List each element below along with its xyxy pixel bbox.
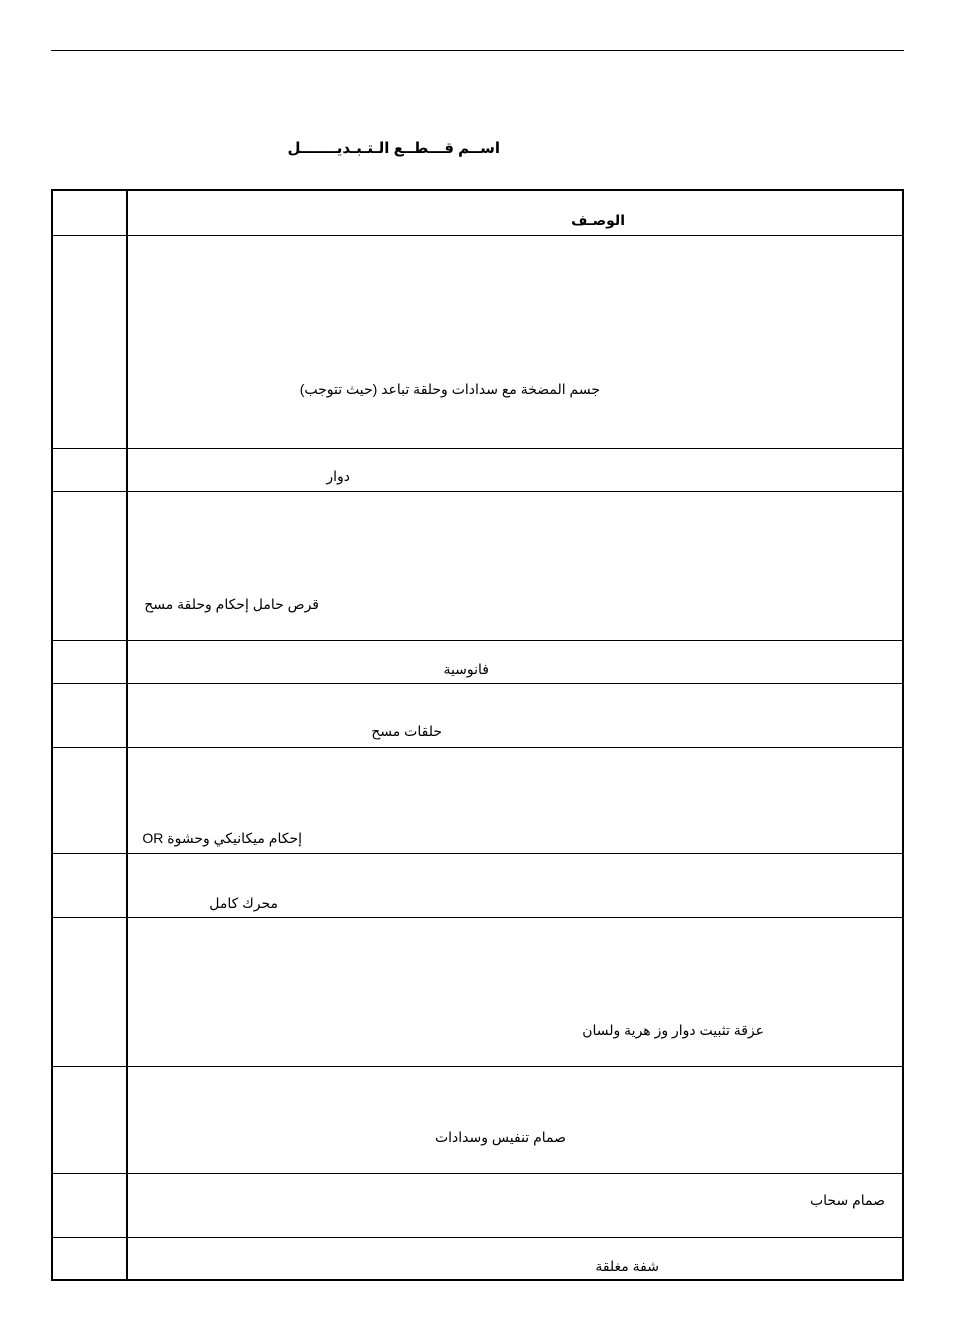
row-number-cell — [53, 492, 128, 640]
row-description: صمام تنفيس وسدادات — [434, 1129, 566, 1145]
row-description: جسم المضخة مع سدادات وحلقة تباعد (حيث تتوجب) — [299, 381, 600, 397]
row-number-cell — [53, 641, 128, 683]
table-row — [53, 1174, 902, 1238]
row-description: دوار — [326, 468, 350, 484]
row-description: محرك كامل — [209, 895, 278, 911]
table-row — [53, 684, 902, 748]
table-row — [53, 641, 902, 684]
row-number-cell — [53, 236, 128, 448]
table-row — [53, 492, 902, 641]
row-description: شفة مغلقة — [595, 1258, 659, 1274]
row-number-cell — [53, 684, 128, 747]
row-number-cell — [53, 1067, 128, 1173]
table-header-row — [53, 191, 902, 236]
row-number-cell — [53, 449, 128, 491]
document-title: اســم قـــطــع الـتـبـديـــــــل — [287, 140, 500, 157]
row-description: قرص حامل إحكام وحلقة مسح — [144, 596, 319, 612]
table-row — [53, 854, 902, 918]
row-number-cell — [53, 748, 128, 853]
table-row — [53, 449, 902, 492]
table-row — [53, 748, 902, 854]
description-column-header: الوصـف — [571, 212, 625, 228]
row-number-cell — [53, 1174, 128, 1237]
row-description: عزقة تثبيت دوار وز هرية ولسان — [582, 1022, 764, 1038]
row-description: إحكام ميكانيكي وحشوة OR — [142, 830, 302, 846]
table-row — [53, 1067, 902, 1174]
row-description: صمام سحاب — [809, 1192, 885, 1208]
row-number-cell — [53, 1238, 128, 1279]
table-row — [53, 918, 902, 1067]
row-number-cell — [53, 854, 128, 917]
table-row — [53, 1238, 902, 1279]
number-column-header — [53, 191, 128, 235]
row-number-cell — [53, 918, 128, 1066]
top-rule — [51, 50, 904, 51]
table-row — [53, 236, 902, 449]
parts-table — [51, 189, 904, 1281]
row-description: فانوسية — [443, 661, 489, 677]
row-description: حلقات مسح — [371, 723, 442, 739]
